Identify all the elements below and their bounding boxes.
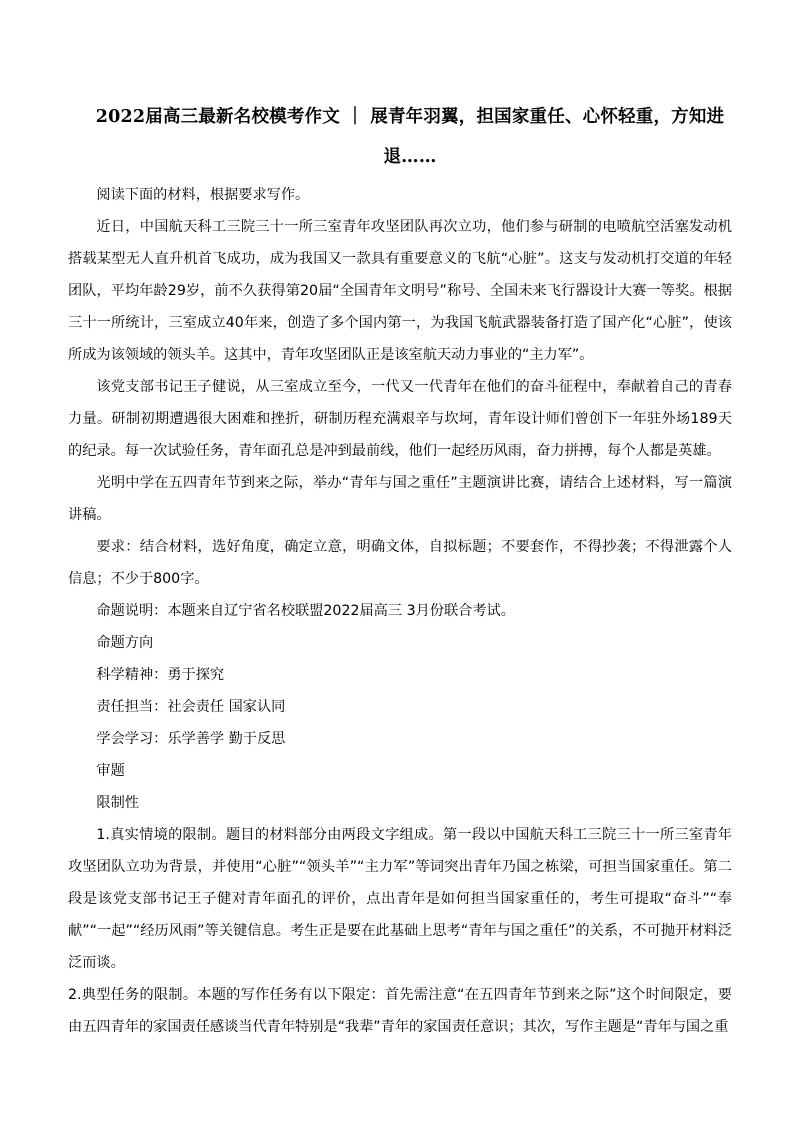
direction-item-science: 科学精神：勇于探究 [96,667,225,683]
section-heading-review: 审题 [96,763,125,779]
subsection-heading-limits: 限制性 [96,795,139,811]
document-title: 2022届高三最新名校模考作文 ｜ 展青年羽翼，担国家重任、心怀轻重，方知进退…… [95,107,725,167]
material-paragraph-1: 近日，中国航天科工三院三十一所三室青年攻坚团队再次立功，他们参与研制的电喷航空活塞发动机搭载某型无人直升机首飞成功，成为我国又一款具有重要意义的飞航“心脏”。这支与发动机打交道的年轻团队，平均年龄29岁，前不久获得第20届“全国青年文明号”称号、全国未来飞行器设计大赛一等奖。根据三十一所统计，三室成立40年来，创造了多个国内第一，为我国飞航武器装备打造了国产化“心脏”，使该所成为该领域的领头羊。这其中，青年攻坚团队正是该室航天动力事业的“主力军”。 [68,219,732,363]
source-note: 命题说明：本题来自辽宁省名校联盟2022届高三 3月份联合考试。 [96,603,515,619]
limit-point-1: 1.真实情境的限制。题目的材料部分由两段文字组成。第一段以中国航天科工三院三十一所三室青年攻坚团队立功为背景，并使用“心脏”“领头羊”“主力军”等词突出青年乃国之栋梁，可担当国家重任。第二段是该党支部书记王子健对青年面孔的评价，点出青年是如何担当国家重任的，考生可提取“奋斗”“奉献”“一起”“经历风雨”等关键信息。考生正是要在此基础上思考“青年与国之重任”的关系，不可抛开材料泛泛而谈。 [68,827,732,971]
section-heading-direction: 命题方向 [96,635,154,651]
instruction-paragraph: 阅读下面的材料，根据要求写作。 [96,187,310,203]
material-paragraph-2: 该党支部书记王子健说，从三室成立至今，一代又一代青年在他们的奋斗征程中，奉献着自己的青春力量。研制初期遭遇很大困难和挫折，研制历程充满艰辛与坎坷，青年设计师们曾创下一年驻外场189天的纪录。每一次试验任务，青年面孔总是冲到最前线，他们一起经历风雨，奋力拼搏，每个人都是英雄。 [68,379,732,459]
limit-point-2: 2.典型任务的限制。本题的写作任务有以下限定：首先需注意“在五四青年节到来之际”这个时间限定，要由五四青年的家国责任感谈当代青年特别是“我辈”青年的家国责任意识；其次，写作主题是“青年与国之重 [68,987,732,1035]
direction-item-responsibility: 责任担当：社会责任 国家认同 [96,699,286,715]
direction-item-learning: 学会学习：乐学善学 勤于反思 [96,731,286,747]
task-paragraph: 光明中学在五四青年节到来之际，举办“青年与国之重任”主题演讲比赛，请结合上述材料，写一篇演讲稿。 [68,475,732,523]
requirements-paragraph: 要求：结合材料，选好角度，确定立意，明确文体，自拟标题；不要套作，不得抄袭；不得泄露个人信息；不少于800字。 [68,539,732,587]
document-body [68,179,732,1043]
